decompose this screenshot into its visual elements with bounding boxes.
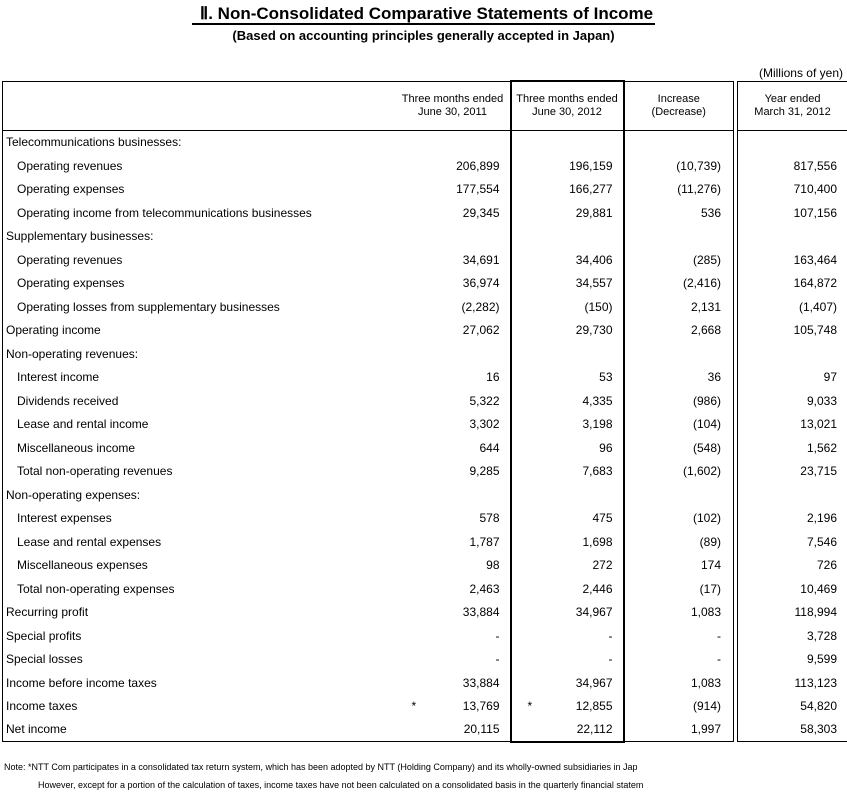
value-q1-2011: [396, 436, 511, 460]
value-fy2011-text: 13,021: [800, 417, 837, 431]
row-label: [3, 342, 396, 366]
row-label-text: Operating expenses: [17, 276, 124, 290]
value-change: [624, 248, 734, 272]
value-fy2011: [738, 554, 847, 577]
value-change: [624, 272, 734, 295]
header-col-change-line1: Increase: [625, 93, 734, 106]
row-label: [3, 554, 396, 577]
value-q1-2012: [511, 624, 624, 648]
row-label-text: Net income: [6, 722, 67, 736]
table-row: [3, 225, 847, 248]
value-q1-2012-text: 2,446: [582, 582, 612, 596]
value-change: [624, 154, 734, 178]
value-q1-2011: [396, 648, 511, 671]
value-change-text: 2,668: [691, 323, 721, 337]
header-col-q1-2011-line1: Three months ended: [396, 93, 510, 106]
value-fy2011: [738, 342, 847, 366]
value-q1-2012: [511, 413, 624, 436]
row-label-text: Interest expenses: [17, 511, 112, 525]
row-label: [3, 577, 396, 601]
row-label-text: Operating revenues: [17, 253, 122, 267]
value-fy2011: [738, 624, 847, 648]
value-q1-2011-text: 27,062: [463, 323, 500, 337]
value-change: [624, 225, 734, 248]
table-row: [3, 507, 847, 530]
value-fy2011-text: 105,748: [794, 323, 837, 337]
table-row: [3, 554, 847, 577]
value-q1-2012-text: 196,159: [569, 159, 612, 173]
value-change: [624, 319, 734, 342]
row-label: [3, 507, 396, 530]
value-q1-2011: [396, 201, 511, 225]
value-change-text: 174: [701, 558, 721, 572]
value-fy2011: [738, 248, 847, 272]
value-q1-2012: [511, 342, 624, 366]
header-col-change-line2: (Decrease): [625, 106, 734, 119]
value-q1-2012: [511, 272, 624, 295]
row-label: [3, 601, 396, 624]
header-col-fy2011-line2: March 31, 2012: [738, 106, 847, 119]
value-change-text: 36: [708, 370, 721, 384]
row-label: [3, 272, 396, 295]
row-label-text: Telecommunications businesses:: [6, 135, 181, 149]
value-q1-2012: [511, 554, 624, 577]
table-row: [3, 413, 847, 436]
value-q1-2011: [396, 483, 511, 507]
value-fy2011: [738, 577, 847, 601]
table-row: [3, 295, 847, 319]
value-fy2011: [738, 530, 847, 554]
row-label: [3, 389, 396, 413]
value-q1-2011: [396, 366, 511, 389]
value-q1-2012: [511, 225, 624, 248]
value-change: [624, 577, 734, 601]
row-label: [3, 201, 396, 225]
row-label-text: Recurring profit: [6, 605, 88, 619]
value-q1-2012: [511, 460, 624, 483]
table-row: [3, 648, 847, 671]
value-fy2011-text: 9,599: [807, 652, 837, 666]
value-q1-2011-text: 13,769: [463, 699, 500, 713]
row-label-text: Miscellaneous income: [17, 441, 135, 455]
header-label-cell: [3, 81, 396, 131]
value-change-text: 1,083: [691, 676, 721, 690]
value-change: [624, 295, 734, 319]
value-q1-2012: [511, 577, 624, 601]
value-q1-2011: [396, 577, 511, 601]
row-label-text: Operating losses from supplementary businesses: [17, 300, 280, 314]
value-q1-2012-text: 34,406: [576, 253, 613, 267]
value-q1-2011-text: 98: [486, 558, 499, 572]
row-label: [3, 154, 396, 178]
table-row: [3, 272, 847, 295]
value-q1-2012-text: -: [609, 652, 613, 666]
row-label: [3, 225, 396, 248]
value-change: [624, 389, 734, 413]
value-q1-2012: [511, 530, 624, 554]
value-fy2011-text: 9,033: [807, 394, 837, 408]
value-q1-2012-text: 166,277: [569, 182, 612, 196]
table-row: [3, 178, 847, 201]
value-change-text: (104): [693, 417, 721, 431]
header-col-change: [624, 81, 734, 131]
row-label-text: Dividends received: [17, 394, 118, 408]
value-fy2011: [738, 695, 847, 718]
value-q1-2012: [511, 319, 624, 342]
value-fy2011: [738, 201, 847, 225]
value-change: [624, 601, 734, 624]
value-fy2011: [738, 319, 847, 342]
value-change-text: 536: [701, 206, 721, 220]
value-change: [624, 201, 734, 225]
value-q1-2011: [396, 178, 511, 201]
table-row: [3, 154, 847, 178]
value-change: [624, 648, 734, 671]
value-fy2011: [738, 483, 847, 507]
value-q1-2011: [396, 695, 511, 718]
value-fy2011: [738, 718, 847, 742]
value-q1-2012-text: 3,198: [582, 417, 612, 431]
value-change-text: (102): [693, 511, 721, 525]
value-q1-2011-text: 1,787: [469, 535, 499, 549]
header-col-q1-2011-line2: June 30, 2011: [396, 106, 510, 119]
table-row: [3, 342, 847, 366]
value-fy2011: [738, 131, 847, 154]
row-label-text: Income before income taxes: [6, 676, 157, 690]
statement-title-text: Ⅱ. Non-Consolidated Comparative Statements of Income: [192, 4, 655, 25]
row-label-text: Non-operating expenses:: [6, 488, 140, 502]
row-label: [3, 530, 396, 554]
income-statement-table: [2, 80, 847, 743]
value-fy2011-text: 7,546: [807, 535, 837, 549]
value-q1-2011: [396, 389, 511, 413]
value-q1-2012: [511, 389, 624, 413]
header-col-fy2011-line1: Year ended: [738, 93, 847, 106]
value-q1-2011: [396, 272, 511, 295]
value-q1-2012: [511, 436, 624, 460]
tax-note-marker: *: [512, 699, 533, 713]
income-statement-body: [3, 81, 847, 742]
value-q1-2012-text: 53: [599, 370, 612, 384]
value-change: [624, 460, 734, 483]
value-fy2011-text: 107,156: [794, 206, 837, 220]
row-label: [3, 366, 396, 389]
value-q1-2012: [511, 695, 624, 718]
value-q1-2011-text: 9,285: [469, 464, 499, 478]
value-q1-2011: [396, 671, 511, 695]
value-q1-2012-text: 29,730: [576, 323, 613, 337]
value-fy2011-text: 113,123: [795, 676, 838, 690]
row-label-text: Supplementary businesses:: [6, 229, 153, 243]
value-change-text: -: [717, 629, 721, 643]
row-label-text: Total non-operating revenues: [17, 464, 172, 478]
value-q1-2011: [396, 248, 511, 272]
value-q1-2011-text: 5,322: [469, 394, 499, 408]
value-fy2011-text: 163,464: [794, 253, 837, 267]
row-label: [3, 436, 396, 460]
row-label-text: Operating expenses: [17, 182, 124, 196]
table-row: [3, 695, 847, 718]
row-label: [3, 248, 396, 272]
value-change-text: (1,602): [683, 464, 721, 478]
value-q1-2012: [511, 671, 624, 695]
table-row: [3, 248, 847, 272]
value-fy2011-text: 2,196: [807, 511, 837, 525]
value-fy2011-text: 118,994: [795, 605, 838, 619]
value-change: [624, 483, 734, 507]
value-q1-2012-text: 34,967: [576, 676, 613, 690]
value-change-text: (11,276): [677, 182, 721, 196]
value-q1-2011-text: 36,974: [463, 276, 500, 290]
value-q1-2011-text: 33,884: [463, 605, 500, 619]
row-label: [3, 718, 396, 742]
footnote-line-1: Note: *NTT Com participates in a consolidated tax return system, which has been adopted by NTT (Holding Company) and its wholly-owned subsidiaries in Jap: [4, 758, 643, 776]
value-q1-2012-text: 4,335: [582, 394, 612, 408]
value-fy2011: [738, 225, 847, 248]
value-q1-2012-text: -: [609, 629, 613, 643]
row-label: [3, 413, 396, 436]
value-change: [624, 131, 734, 154]
row-label: [3, 648, 396, 671]
value-q1-2012-text: 34,557: [576, 276, 613, 290]
value-change-text: (10,739): [676, 159, 721, 173]
value-q1-2011: [396, 154, 511, 178]
value-q1-2011-text: -: [496, 652, 500, 666]
value-q1-2012-text: 475: [592, 511, 612, 525]
value-q1-2012: [511, 154, 624, 178]
value-fy2011-text: 817,556: [794, 159, 837, 173]
value-fy2011: [738, 436, 847, 460]
row-label: [3, 695, 396, 718]
row-label: [3, 295, 396, 319]
value-q1-2011-text: 3,302: [469, 417, 499, 431]
value-change: [624, 436, 734, 460]
table-row: [3, 624, 847, 648]
row-label-text: Special losses: [6, 652, 83, 666]
value-q1-2011: [396, 554, 511, 577]
value-change-text: 1,083: [691, 605, 721, 619]
table-row: [3, 319, 847, 342]
value-q1-2012-text: 1,698: [582, 535, 612, 549]
value-q1-2011: [396, 530, 511, 554]
value-change-text: (986): [693, 394, 721, 408]
value-change: [624, 624, 734, 648]
table-row: [3, 671, 847, 695]
value-fy2011-text: 23,715: [800, 464, 837, 478]
value-q1-2012-text: 12,855: [576, 699, 613, 713]
value-fy2011-text: 1,562: [807, 441, 837, 455]
value-q1-2012: [511, 295, 624, 319]
row-label: [3, 178, 396, 201]
value-q1-2012-text: 96: [599, 441, 612, 455]
table-row: [3, 131, 847, 154]
value-fy2011-text: 710,400: [794, 182, 837, 196]
table-row: [3, 436, 847, 460]
value-change-text: (2,416): [683, 276, 721, 290]
header-col-q1-2012-line2: June 30, 2012: [512, 106, 623, 119]
value-change-text: -: [717, 652, 721, 666]
value-fy2011: [738, 671, 847, 695]
value-q1-2012-text: 7,683: [582, 464, 612, 478]
table-row: [3, 201, 847, 225]
value-change: [624, 718, 734, 742]
value-fy2011: [738, 154, 847, 178]
value-q1-2011: [396, 601, 511, 624]
table-row: [3, 483, 847, 507]
value-change-text: 1,997: [691, 722, 721, 736]
value-q1-2012-text: 272: [592, 558, 612, 572]
row-label-text: Operating income: [6, 323, 101, 337]
value-q1-2011: [396, 225, 511, 248]
value-change-text: 2,131: [691, 300, 721, 314]
value-change-text: (914): [693, 699, 721, 713]
value-q1-2012: [511, 131, 624, 154]
value-q1-2012-text: (150): [584, 300, 612, 314]
value-fy2011-text: (1,407): [799, 300, 837, 314]
row-label-text: Interest income: [17, 370, 99, 384]
value-change: [624, 178, 734, 201]
header-col-q1-2012-line1: Three months ended: [512, 93, 623, 106]
row-label: [3, 460, 396, 483]
row-label-text: Operating revenues: [17, 159, 122, 173]
row-label-text: Special profits: [6, 629, 81, 643]
value-q1-2011-text: 33,884: [463, 676, 500, 690]
value-q1-2012: [511, 178, 624, 201]
value-fy2011: [738, 295, 847, 319]
value-fy2011: [738, 178, 847, 201]
value-fy2011: [738, 366, 847, 389]
value-q1-2011: [396, 507, 511, 530]
value-fy2011: [738, 389, 847, 413]
value-q1-2011-text: (2,282): [461, 300, 499, 314]
row-label-text: Income taxes: [6, 699, 77, 713]
value-fy2011: [738, 272, 847, 295]
value-q1-2011-text: 2,463: [469, 582, 499, 596]
value-fy2011: [738, 648, 847, 671]
table-row: [3, 601, 847, 624]
value-fy2011-text: 726: [817, 558, 837, 572]
value-fy2011-text: 97: [824, 370, 837, 384]
row-label: [3, 319, 396, 342]
value-q1-2011: [396, 319, 511, 342]
value-q1-2011-text: 578: [479, 511, 499, 525]
value-fy2011: [738, 507, 847, 530]
value-change: [624, 507, 734, 530]
value-change: [624, 554, 734, 577]
row-label-text: Lease and rental income: [17, 417, 148, 431]
value-change: [624, 366, 734, 389]
value-q1-2012: [511, 248, 624, 272]
table-row: [3, 577, 847, 601]
table-row: [3, 366, 847, 389]
value-fy2011-text: 54,820: [800, 699, 837, 713]
units-label: (Millions of yen): [759, 66, 843, 80]
value-q1-2011: [396, 131, 511, 154]
row-label: [3, 671, 396, 695]
header-col-q1-2012: [511, 81, 624, 131]
value-q1-2012-text: 22,112: [577, 722, 613, 736]
value-q1-2012-text: 34,967: [576, 605, 613, 619]
value-q1-2011: [396, 295, 511, 319]
table-row: [3, 530, 847, 554]
value-q1-2012: [511, 648, 624, 671]
value-fy2011: [738, 413, 847, 436]
value-q1-2011-text: 34,691: [463, 253, 500, 267]
table-row: [3, 389, 847, 413]
value-q1-2011-text: 29,345: [463, 206, 500, 220]
table-row: [3, 460, 847, 483]
value-change-text: (548): [693, 441, 721, 455]
statement-subtitle: (Based on accounting principles generally accepted in Japan): [0, 28, 847, 43]
value-q1-2011-text: 16: [486, 370, 499, 384]
value-q1-2011: [396, 460, 511, 483]
row-label-text: Lease and rental expenses: [17, 535, 161, 549]
value-change: [624, 413, 734, 436]
value-q1-2012: [511, 366, 624, 389]
statement-title: [0, 4, 847, 25]
value-change-text: (285): [693, 253, 721, 267]
value-fy2011-text: 58,303: [800, 722, 837, 736]
row-label-text: Non-operating revenues:: [6, 347, 138, 361]
tax-note-marker: *: [396, 699, 417, 713]
value-q1-2012: [511, 718, 624, 742]
value-change-text: (17): [700, 582, 721, 596]
value-change: [624, 671, 734, 695]
value-q1-2011-text: 206,899: [456, 159, 499, 173]
footnote-line-2: However, except for a portion of the calculation of taxes, income taxes have not been calculated on a consolidated basis in the quarterly financial statem: [4, 776, 643, 794]
row-label-text: Miscellaneous expenses: [17, 558, 148, 572]
value-fy2011-text: 10,469: [800, 582, 837, 596]
table-row: [3, 718, 847, 742]
value-change: [624, 695, 734, 718]
header-row: [3, 81, 847, 131]
footnote: [4, 758, 643, 794]
row-label: [3, 131, 396, 154]
value-q1-2011-text: 20,115: [464, 722, 500, 736]
row-label: [3, 624, 396, 648]
value-q1-2012-text: 29,881: [576, 206, 613, 220]
value-change-text: (89): [700, 535, 721, 549]
row-label: [3, 483, 396, 507]
value-fy2011-text: 3,728: [807, 629, 837, 643]
value-q1-2012: [511, 507, 624, 530]
value-q1-2011: [396, 413, 511, 436]
row-label-text: Operating income from telecommunications businesses: [17, 206, 312, 220]
value-q1-2011: [396, 718, 511, 742]
value-q1-2012: [511, 601, 624, 624]
value-q1-2011-text: 177,554: [456, 182, 499, 196]
header-col-fy2011: [738, 81, 847, 131]
value-q1-2011: [396, 342, 511, 366]
value-q1-2012: [511, 483, 624, 507]
value-q1-2011-text: -: [496, 629, 500, 643]
header-col-q1-2011: [396, 81, 511, 131]
value-fy2011-text: 164,872: [794, 276, 837, 290]
row-label-text: Total non-operating expenses: [17, 582, 174, 596]
value-change: [624, 530, 734, 554]
value-q1-2011: [396, 624, 511, 648]
value-q1-2012: [511, 201, 624, 225]
value-q1-2011-text: 644: [479, 441, 499, 455]
value-fy2011: [738, 460, 847, 483]
value-fy2011: [738, 601, 847, 624]
value-change: [624, 342, 734, 366]
